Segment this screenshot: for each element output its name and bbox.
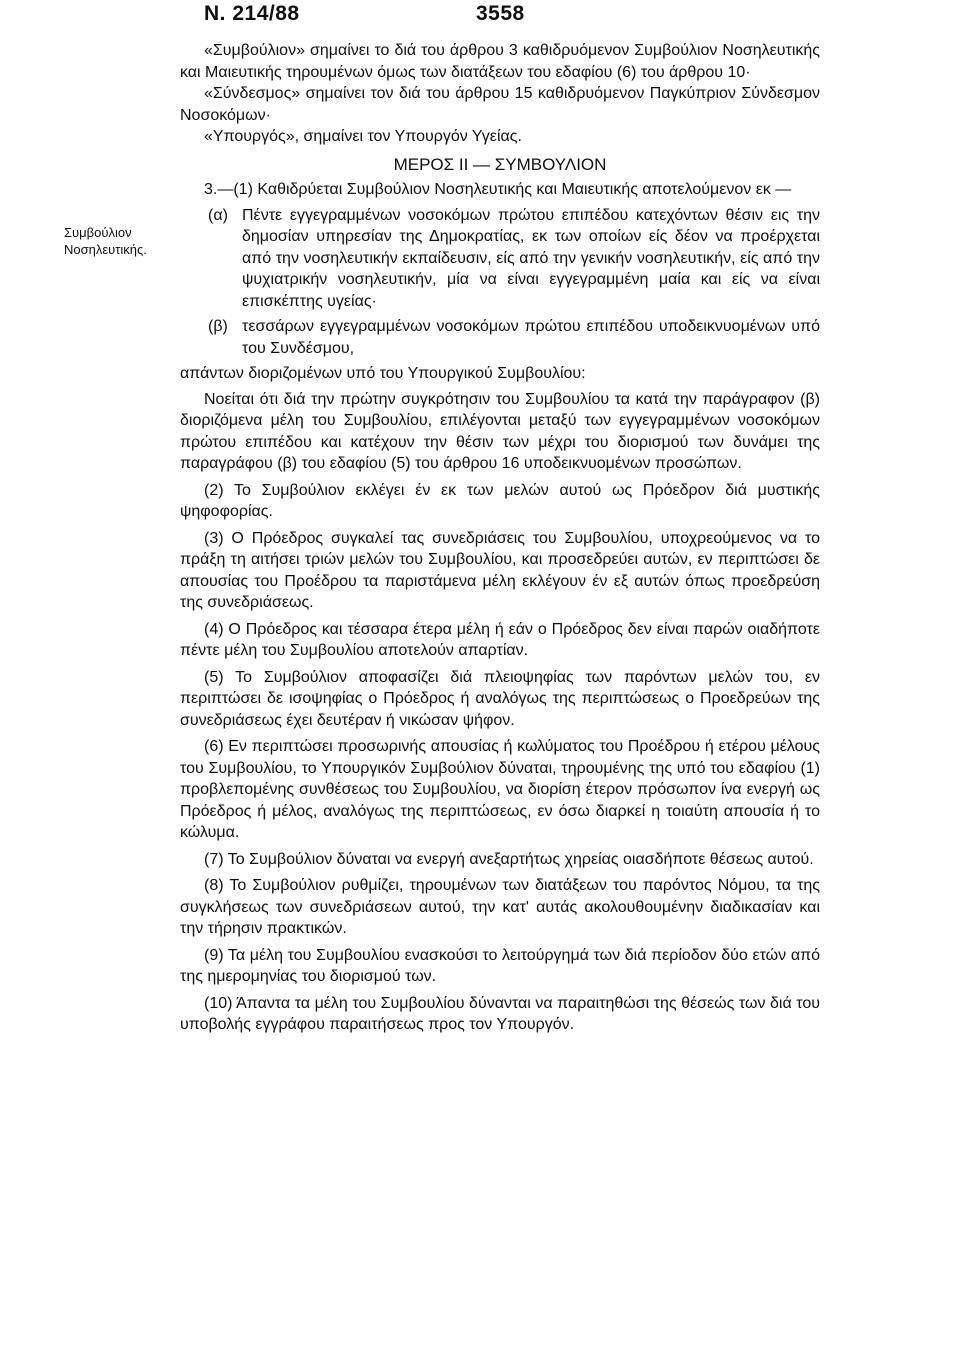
subsection: (2) Το Συμβούλιον εκλέγει έν εκ των μελών αυτού ως Πρόεδρον διά μυστικής ψηφοφορίας. — [180, 481, 820, 520]
article-intro: 3.—(1) Καθιδρύεται Συμβούλιον Νοσηλευτικής και Μαιευτικής αποτελούμενον εκ — — [204, 181, 792, 198]
list-item-text: Πέντε εγγεγραμμένων νοσοκόμων πρώτου επιπέδου κατεχόντων θέσιν εις την δημοσίαν υπηρεσίαν της Δημοκρατίας, εκ των οποίων είς δέον να προέρχεται από την νοσηλευτικήν εκπαίδευσιν, είς από την γενικήν νοσηλευτικήν, είς από την ψυχιατρικήν νοσηλευτικήν, μία να είναι εγγεγραμμένη μαία και είς να είναι επισκέπτης υγείας· — [242, 206, 820, 310]
body-text — [180, 40, 820, 1036]
subsection: (9) Τα μέλη του Συμβουλίου ενασκούσι το λειτούργημά των διά περίοδον δύο ετών από της ημερομηνίας του διορισμού των. — [180, 946, 820, 985]
definitions — [180, 40, 820, 148]
proviso: Νοείται ότι διά την πρώτην συγκρότησιν του Συμβουλίου τα κατά την παράγραφον (β) διοριζόμενα μέλη του Συμβουλίου, επιλέγονται μεταξύ των εγγεγραμμένων νοσοκόμων πρώτου επιπέδου και κατέχουν την θέσιν των μέχρι του διορισμού των δυνάμει της παραγράφου (β) του εδαφίου (5) του άρθρου 16 υποδεικνυομένων προσώπων. — [180, 390, 820, 472]
subsection: (6) Εν περιπτώσει προσωρινής απουσίας ή κωλύματος του Προέδρου ή ετέρου μέλους του Συμβουλίου, το Υπουργικόν Συμβούλιον δύναται, τηρουμένης της υπό του εδαφίου (1) προβλεπομένης συνθέσεως του Συμβουλίου, να διορίση έτερον πρόσωπον ίνα ενεργή ως Πρόεδρος ή μέλος, αναλόγως της περιπτώσεως, εν όσω διαρκεί η τοιαύτη απουσία ή το κώλυμα. — [180, 738, 820, 841]
subsection: (8) Το Συμβούλιον ρυθμίζει, τηρουμένων των διατάξεων του παρόντος Νόμου, τα της συγκλήσεως των συνεδριάσεων αυτού, την κατ' αυτάς ακολουθουμένην διαδικασίαν και την τήρησιν πρακτικών. — [180, 877, 820, 937]
margin-note — [64, 224, 184, 258]
margin-note-line: Νοσηλευτικής. — [64, 242, 147, 257]
subsection: (3) Ο Πρόεδρος συγκαλεί τας συνεδριάσεις του Συμβουλίου, υποχρεούμενος να το πράξη τη αιτήσει τριών μελών του Συμβουλίου, και προσεδρεύει αυτών, εν περιπτώσει δε απουσίας του Προέδρου τα παριστάμενα μέλη εκλέγουν έν εξ αυτών όπως προεδρεύση της συνεδριάσεως. — [180, 529, 820, 611]
definition: «Υπουργός», σημαίνει τον Υπουργόν Υγείας. — [204, 128, 522, 145]
subsection: (10) Άπαντα τα μέλη του Συμβουλίου δύνανται να παραιτηθώσι της θέσεώς των διά του υποβολής εγγράφου παραιτήσεως προς τον Υπουργόν. — [180, 994, 820, 1033]
list-item-label: (α) — [208, 206, 228, 224]
subsection: (7) Το Συμβούλιον δύναται να ενεργή ανεξαρτήτως χηρείας οιασδήποτε θέσεως αυτού. — [204, 850, 814, 868]
subsection: (5) Το Συμβούλιον αποφασίζει διά πλειοψηφίας των παρόντων μελών του, εν περιπτώσει δε ισοψηφίας ο Πρόεδρος ή αναλόγως της περιπτώσεως ο Προεδρεύων της συνεδριάσεως έχει δευτέραν ή νικώσαν ψήφον. — [180, 668, 820, 729]
definition: «Σύνδεσμος» σημαίνει τον διά του άρθρου 15 καθιδρυόμενον Παγκύπριον Σύνδεσμον Νοσοκόμων· — [180, 85, 820, 124]
section-title: ΜΕΡΟΣ ΙΙ — ΣΥΜΒΟΥΛΙΟΝ — [393, 154, 607, 174]
definition: «Συμβούλιον» σημαίνει το διά του άρθρου 3 καθιδρυόμενον Συμβούλιον Νοσηλευτικής και Μαιευτικής τηρουμένων όμως των διατάξεων του εδαφίου (6) του άρθρου 10· — [180, 42, 820, 81]
margin-note-line: Συμβούλιον — [64, 225, 132, 240]
law-number-header: Ν. 214/88 — [204, 2, 300, 25]
list-item — [180, 316, 820, 359]
page-number: 3558 — [476, 2, 525, 25]
list-item-text: τεσσάρων εγγεγραμμένων νοσοκόμων πρώτου επιπέδου υποδεικνυομένων υπό του Συνδέσμου, — [242, 318, 820, 357]
after-items-text: απάντων διοριζομένων υπό του Υπουργικού Συμβουλίου: — [180, 365, 586, 382]
list-item-label: (β) — [208, 318, 228, 335]
list-item — [180, 205, 820, 313]
subsection: (4) Ο Πρόεδρος και τέσσαρα έτερα μέλη ή εάν ο Πρόεδρος δεν είναι παρών οιαδήποτε πέντε μέλη του Συμβουλίου αποτελούν απαρτίαν. — [180, 620, 820, 659]
